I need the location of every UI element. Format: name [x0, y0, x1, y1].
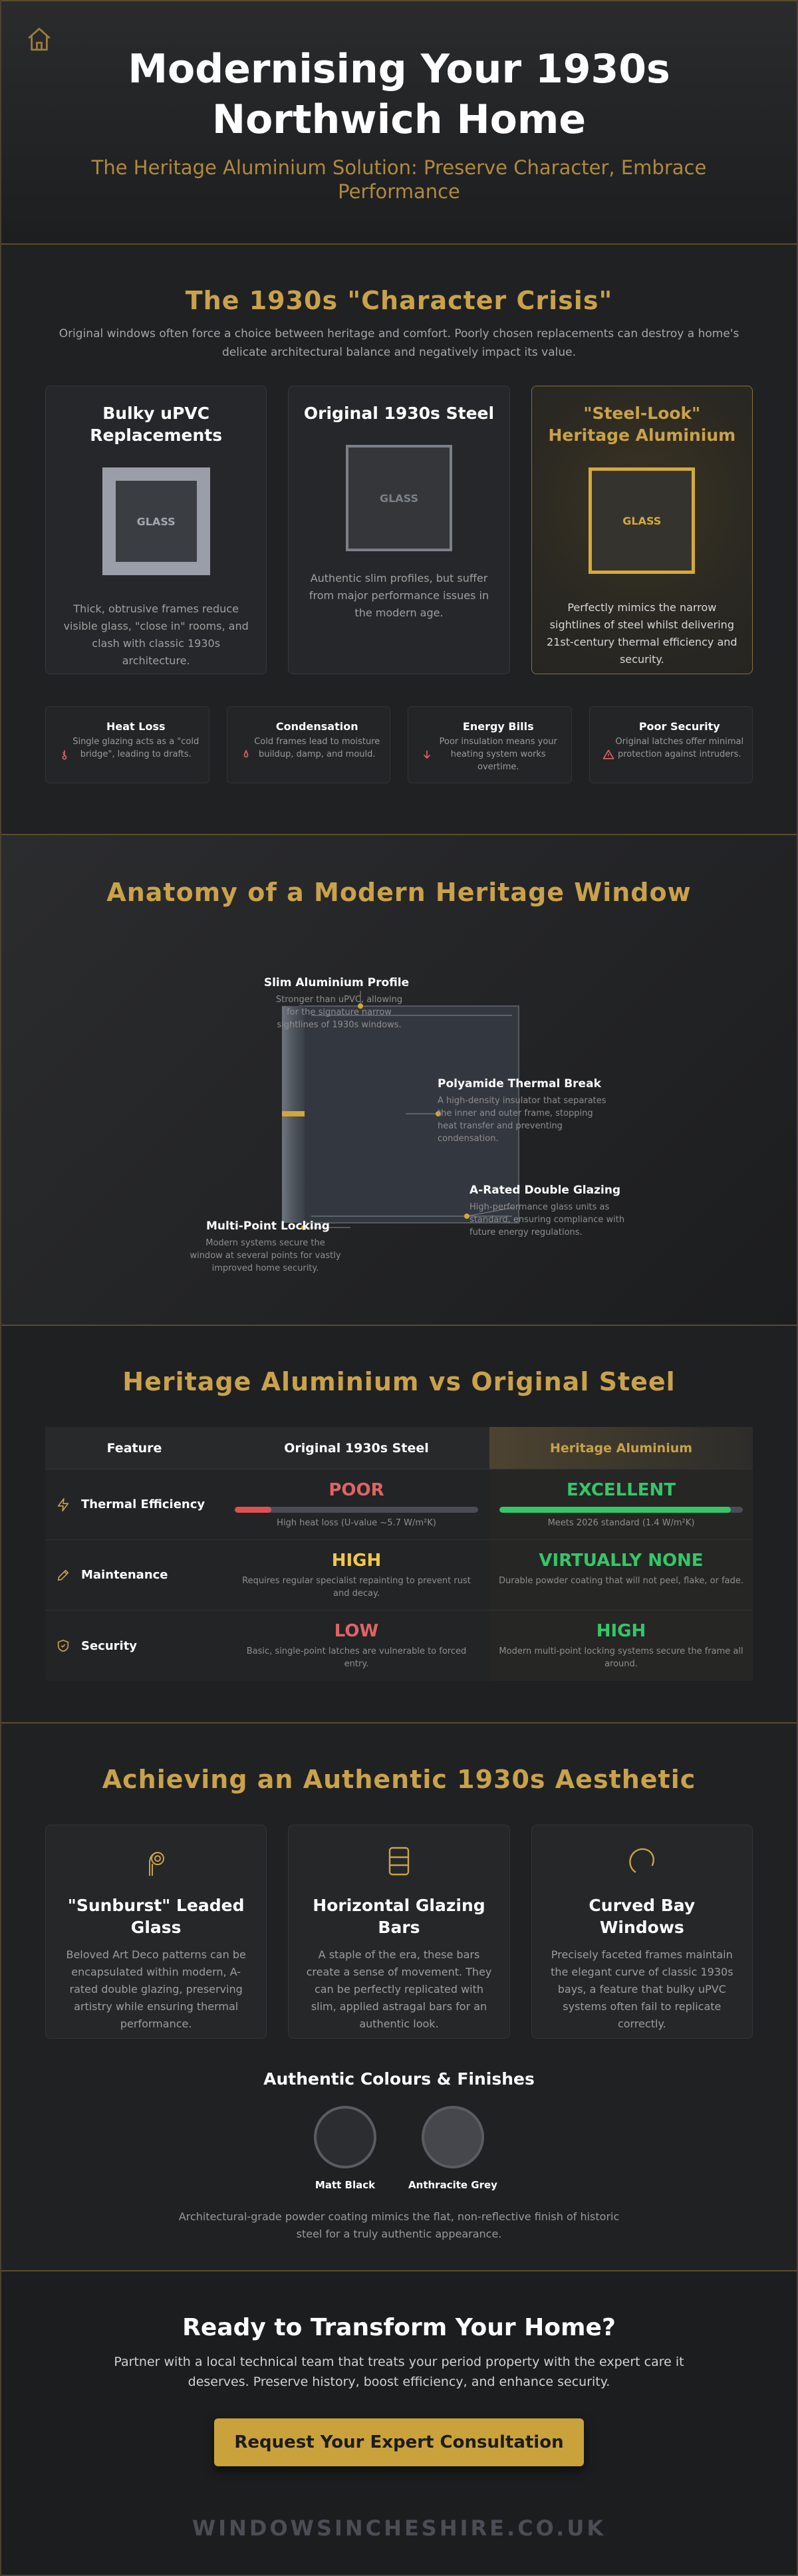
- comparison-title: Heritage Aluminium vs Original Steel: [122, 1367, 676, 1396]
- issue-title: Energy Bills: [462, 720, 534, 733]
- site-name[interactable]: WINDOWSINCHESHIRE.CO.UK: [192, 2515, 606, 2541]
- issue-title: Heat Loss: [106, 720, 166, 733]
- label-title: Polyamide Thermal Break: [438, 1077, 601, 1091]
- table-row: [45, 1470, 753, 1540]
- pencil-icon: [56, 1568, 70, 1583]
- card-text: Thick, obtrusive frames reduce visible glass, "close in" rooms, and clash with classic 1930s architecture.: [63, 602, 249, 667]
- thermometer-icon: [58, 748, 71, 761]
- swatch-anthracite-grey[interactable]: [408, 2106, 497, 2191]
- down-arrow-icon: [420, 748, 434, 761]
- steel-rating: POOR: [329, 1480, 384, 1500]
- comparison-section: [1, 1326, 797, 1724]
- aesthetic-section: [1, 1724, 797, 2271]
- label-text: High-performance glass units as standard, ensuring compliance with future energy regulations.: [469, 1202, 625, 1237]
- label-title: Multi-Point Locking: [206, 1220, 330, 1233]
- label-text: Stronger than uPVC, allowing for the signature narrow sightlines of 1930s windows.: [275, 995, 403, 1030]
- comparison-cards: [1, 386, 797, 674]
- aesthetic-title: Achieving an Authentic 1930s Aesthetic: [102, 1765, 696, 1794]
- aluminium-frame-illustration: GLASS: [589, 467, 695, 574]
- curve-icon: [623, 1843, 660, 1880]
- droplet-icon: [239, 748, 253, 761]
- anatomy-title: Anatomy of a Modern Heritage Window: [106, 878, 692, 907]
- aluminium-note: Meets 2026 standard (1.4 W/m²K): [547, 1518, 695, 1528]
- card-title: Original 1930s Steel: [303, 404, 495, 423]
- issue-text: Single glazing acts as a "cold bridge", leading to drafts.: [72, 737, 200, 759]
- upvc-card: [45, 386, 267, 674]
- comparison-table: [45, 1427, 753, 1681]
- header-aluminium: Heritage Aluminium: [489, 1427, 753, 1469]
- card-text: Perfectly mimics the narrow sightlines of steel whilst delivering 21st-century thermal efficiency and security.: [547, 601, 737, 666]
- crisis-description: Original windows often force a choice between heritage and comfort. Poorly chosen replacements can destroy a home's delicate architectural balance and negatively impact its value.: [59, 327, 739, 359]
- table-row: [45, 1610, 753, 1681]
- steel-rating: HIGH: [331, 1551, 382, 1571]
- aluminium-score-bar: [499, 1507, 743, 1513]
- issues-row: [1, 706, 797, 783]
- label-text: Modern systems secure the window at several points for vastly improved home security.: [190, 1238, 341, 1273]
- card-title: Curved Bay Windows: [589, 1896, 696, 1937]
- aesthetic-cards: [1, 1825, 797, 2039]
- swatch-label: Anthracite Grey: [408, 2179, 497, 2191]
- steel-note: Requires regular specialist repainting to prevent rust and decay.: [242, 1576, 471, 1599]
- sunburst-card: [45, 1825, 267, 2039]
- table-row: [45, 1540, 753, 1610]
- issue-title: Condensation: [275, 720, 358, 733]
- card-title: Bulky uPVC Replacements: [90, 404, 223, 445]
- window-diagram: [1, 835, 798, 1326]
- thermal-break-strip: [282, 1111, 305, 1116]
- colours-title: Authentic Colours & Finishes: [263, 2069, 535, 2089]
- issue-text: Original latches offer minimal protection against intruders.: [615, 737, 744, 759]
- aluminium-note: Modern multi-point locking systems secure the frame all around.: [499, 1646, 743, 1669]
- swatch-circle[interactable]: [422, 2106, 484, 2168]
- steel-score-fill: [235, 1507, 271, 1513]
- card-text: Precisely faceted frames maintain the elegant curve of classic 1930s bays, a feature that bulky uPVC systems often fail to replicate correctly.: [551, 1948, 733, 2030]
- issue-poor-security: [589, 706, 753, 783]
- swatch-matt-black[interactable]: [309, 2106, 382, 2191]
- issue-text: Cold frames lead to moisture buildup, damp, and mould.: [254, 737, 380, 759]
- glazing-marker: [464, 1214, 469, 1219]
- issue-text: Poor insulation means your heating system works overtime.: [439, 737, 557, 772]
- card-text: Beloved Art Deco patterns can be encapsulated within modern, A-rated double glazing, preserving artistry while ensuring thermal performance.: [66, 1948, 246, 2030]
- aluminium-rating: VIRTUALLY NONE: [539, 1551, 704, 1571]
- feature-label: Thermal Efficiency: [81, 1497, 205, 1511]
- label-slim-profile: [259, 976, 414, 1031]
- steel-card: [288, 386, 509, 674]
- issue-heat-loss: [45, 706, 209, 783]
- steel-note: High heat loss (U-value ~5.7 W/m²K): [277, 1518, 436, 1528]
- card-text: A staple of the era, these bars create a sense of movement. They can be perfectly replicated with slim, applied astragal bars for an authentic look.: [306, 1948, 492, 2030]
- label-text: A high-density insulator that separates the inner and outer frame, stopping heat transfer and preventing condensation.: [438, 1096, 606, 1144]
- label-thermal-break: [438, 1077, 610, 1145]
- curved-bay-card: [531, 1825, 753, 2039]
- colour-swatches: [1, 2106, 797, 2191]
- aluminium-rating: EXCELLENT: [566, 1480, 676, 1500]
- shield-icon: [56, 1638, 70, 1653]
- horizontal-bars-icon: [380, 1843, 418, 1880]
- swatch-label: Matt Black: [315, 2179, 376, 2191]
- hero-section: [1, 0, 797, 245]
- label-double-glazing: [469, 1184, 642, 1239]
- feature-label: Maintenance: [81, 1568, 168, 1582]
- home-icon[interactable]: [25, 25, 53, 53]
- card-title: Horizontal Glazing Bars: [313, 1896, 485, 1937]
- steel-frame-illustration: GLASS: [346, 445, 452, 551]
- aluminium-score-fill: [499, 1507, 731, 1513]
- cta-text: Partner with a local technical team that treats your period property with the expert care it deserves. Preserve history, boost efficiency, and enhance security.: [114, 2355, 684, 2389]
- aluminium-card: [531, 386, 753, 674]
- request-consultation-button[interactable]: Request Your Expert Consultation: [214, 2418, 584, 2466]
- warning-icon: [602, 748, 615, 761]
- feature-label: Security: [81, 1638, 138, 1653]
- card-title: "Sunburst" Leaded Glass: [67, 1896, 245, 1937]
- issue-title: Poor Security: [638, 720, 720, 733]
- cta-title: Ready to Transform Your Home?: [182, 2314, 616, 2341]
- colours-note: Architectural-grade powder coating mimics the flat, non-reflective finish of historic steel for a truly authentic appearance.: [178, 2210, 620, 2240]
- crisis-title: The 1930s "Character Crisis": [185, 286, 613, 315]
- card-text: Authentic slim profiles, but suffer from major performance issues in the modern age.: [309, 572, 489, 619]
- table-header: [45, 1427, 753, 1470]
- crisis-section: [1, 245, 797, 835]
- page-title: Modernising Your 1930s Northwich Home: [128, 46, 670, 143]
- issue-condensation: [227, 706, 391, 783]
- steel-note: Basic, single-point latches are vulnerable to forced entry.: [246, 1646, 467, 1669]
- lightning-icon: [56, 1497, 70, 1512]
- aluminium-rating: HIGH: [596, 1621, 646, 1641]
- card-title: "Steel-Look" Heritage Aluminium: [548, 404, 736, 445]
- label-title: A-Rated Double Glazing: [469, 1184, 621, 1197]
- anatomy-section: [1, 835, 797, 1326]
- label-multi-point-locking: [189, 1220, 342, 1275]
- issue-energy-bills: [408, 706, 572, 783]
- steel-score-bar: [235, 1507, 478, 1513]
- swatch-circle[interactable]: [314, 2106, 376, 2168]
- aluminium-note: Durable powder coating that will not peel, flake, or fade.: [498, 1576, 744, 1586]
- page-subtitle: The Heritage Aluminium Solution: Preserve Character, Embrace Performance: [91, 156, 707, 203]
- header-feature: Feature: [106, 1440, 162, 1456]
- upvc-frame-illustration: GLASS: [102, 467, 210, 575]
- header-steel: Original 1930s Steel: [284, 1440, 429, 1456]
- steel-rating: LOW: [334, 1621, 379, 1641]
- cta-section: [1, 2271, 797, 2576]
- sunburst-icon: [138, 1843, 175, 1880]
- glazing-bars-card: [288, 1825, 509, 2039]
- label-title: Slim Aluminium Profile: [263, 976, 410, 989]
